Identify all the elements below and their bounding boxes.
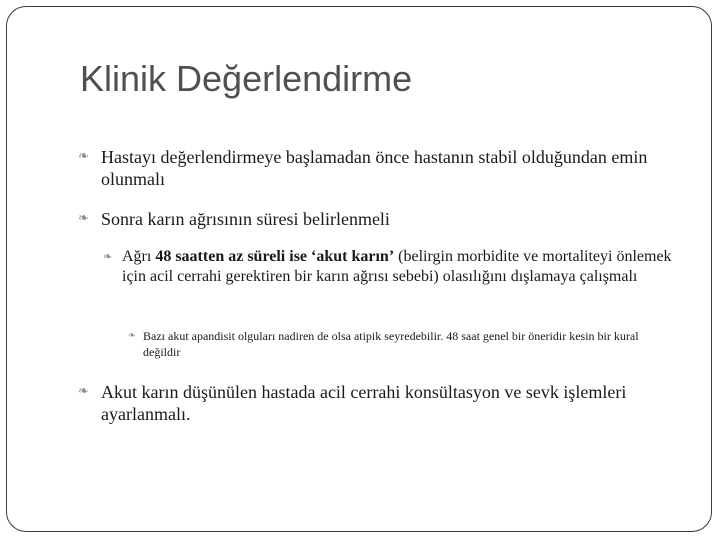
bullet-leaf-icon: ❧: [78, 211, 89, 226]
bullet-leaf-icon: ❧: [78, 149, 89, 164]
bullet-lead: Ağrı: [122, 248, 156, 265]
bullet-rest: (belirgin morbidite ve mortaliteyi önlemek için acil cerrahi gerektiren bir karın ağrısı sebebi) olasılığını dışlamaya çalışmalı: [122, 248, 672, 285]
bullet-3: [78, 381, 641, 425]
sub-bullet-1: [103, 247, 682, 287]
bullet-text: [122, 247, 682, 287]
bullet-text: Akut karın düşünülen hastada acil cerrahi konsültasyon ve sevk işlemleri ayarlanmalı.: [101, 382, 627, 424]
bullet-leaf-icon: ❧: [103, 250, 113, 263]
bullet-2: [78, 208, 671, 230]
bullet-bold-phrase: 48 saatten az süreli ise ‘akut karın’: [155, 248, 395, 265]
bullet-text: Sonra karın ağrısının süresi belirlenmeli: [101, 209, 390, 229]
sub-sub-bullet-1: [128, 328, 678, 360]
bullet-text: Bazı akut apandisit olguları nadiren de olsa atipik seyredebilir. 48 saat genel bir öneridir kesin bir kural değildir: [143, 329, 639, 359]
bullet-leaf-icon: ❧: [78, 384, 89, 399]
slide-title: Klinik Değerlendirme: [80, 58, 413, 99]
bullet-leaf-icon: ❧: [128, 331, 136, 341]
bullet-1: [78, 146, 671, 190]
bullet-text: Hastayı değerlendirmeye başlamadan önce hastanın stabil olduğundan emin olunmalı: [101, 147, 648, 189]
